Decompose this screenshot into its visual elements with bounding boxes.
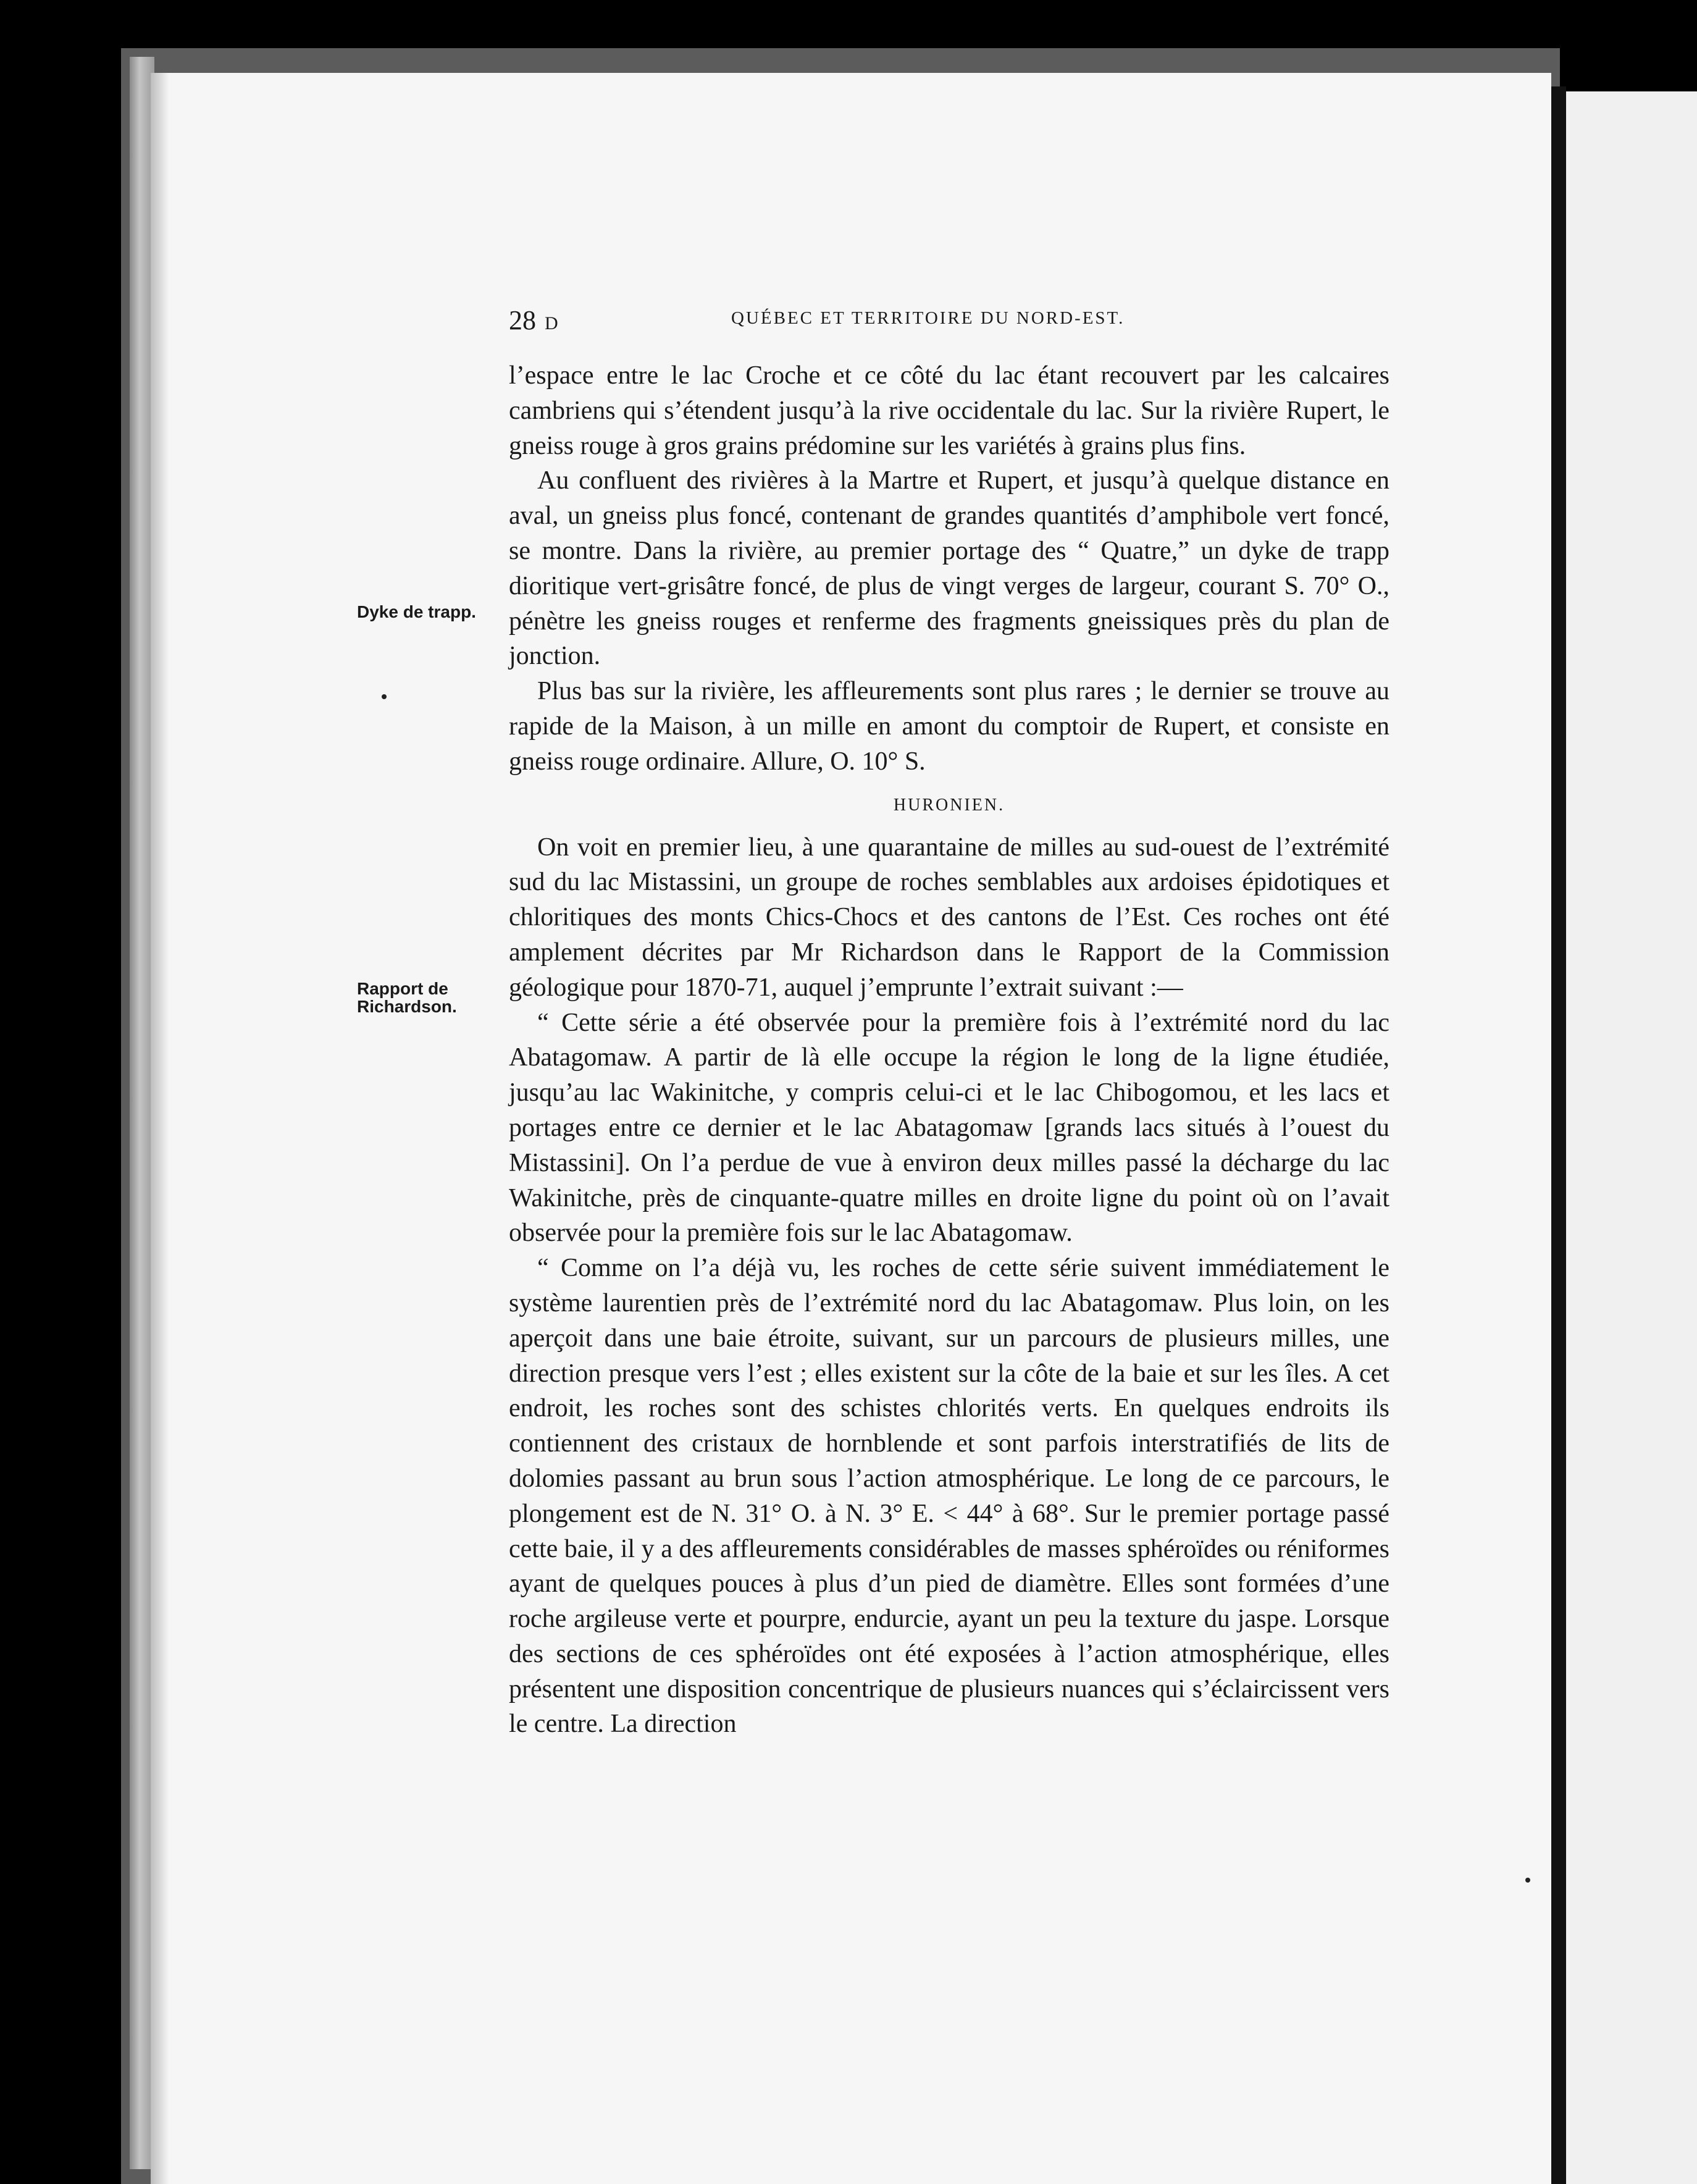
paragraph: On voit en premier lieu, à une quarantaine de milles au sud-ouest de l’extrémité sud du lac Mistassini, un groupe de roches semblables aux ardoises épidotiques et chloritiques des monts Chics-Chocs et des cantons de l’Est. Ces roches ont été amplement décrites par Mr Richardson dans le Rapport de la Commission géologique pour 1870-71, auquel j’emprunte l’extrait suivant :— (509, 833, 1389, 1002)
paragraph: “ Comme on l’a déjà vu, les roches de cette série suivent immédiatement le système laurentien près de l’extrémité nord du lac Abatagomaw. Plus loin, on les aperçoit dans une baie étroite, suivant, sur un parcours de plusieurs milles, une direction presque vers l’est ; elles existent sur la côte de la baie et sur les îles. A cet endroit, les roches sont des schistes chlorités verts. En quelques endroits ils contiennent des cristaux de hornblende et sont parfois interstratifiés de lits de dolomies passant au brun sous l’action atmosphérique. Le long de ce parcours, le plongement est de N. 31° O. à N. 3° E. < 44° à 68°. Sur le premier portage passé cette baie, il y a des affleurements considérables de masses sphéroïdes ou réniformes ayant de quelques pouces à plus d’un pied de diamètre. Elles sont formées d’une roche argileuse verte et pourpre, endurcie, ayant un peu la texture du jaspe. Lorsque des sections de ces sphéroïdes ont été exposées à l’action atmosphérique, elles présentent une disposition concentrique de plusieurs nuances qui s’éclaircissent vers le centre. La direction (509, 1254, 1389, 1739)
book-gutter (1551, 86, 1566, 2184)
paragraph: “ Cette série a été observée pour la première fois à l’extrémité nord du lac Abatagomaw. A partir de là elle occupe la région le long de la ligne étudiée, jusqu’au lac Wakinitche, y compris celui-ci et le lac Chibogomou, et les lacs et portages entre ce dernier et le lac Abatagomaw [grands lacs situés à l’ouest du Mistassini]. On l’a perdue de vue à environ deux milles passé la décharge du lac Wakinitche, près de cinquante-quatre milles en droite ligne du point où on l’avait observée pour la première fois sur le lac Abatagomaw. (509, 1008, 1389, 1248)
scan-speck (382, 694, 387, 699)
sidenote-rapport-richardson: Rapport de Richardson. (357, 979, 457, 1016)
scan-speck (1525, 1878, 1530, 1883)
sidenote-dyke-de-trapp: Dyke de trapp. (357, 602, 476, 621)
page-number (509, 304, 558, 336)
page-header (509, 304, 1389, 335)
folio-number: 28 (509, 305, 536, 335)
paragraph: l’espace entre le lac Croche et ce côté du lac étant recouvert par les calcaires cambriens qui s’étendent jusqu’à la rive occidentale du lac. Sur la rivière Rupert, le gneiss rouge à gros grains prédomine sur les variétés à grains plus fins. (509, 361, 1389, 460)
facing-page-edge (1566, 91, 1697, 2184)
paragraph: Au confluent des rivières à la Martre et Rupert, et jusqu’à quelque distance en aval, un gneiss plus foncé, contenant de grandes quantités d’amphibole vert foncé, se montre. Dans la rivière, au premier portage des “ Quatre,” un dyke de trapp dioritique vert-grisâtre foncé, de plus de vingt verges de largeur, courant S. 70° O., pénètre les gneiss rouges et renferme des fragments gneissiques près du plan de jonction. (509, 466, 1389, 671)
section-heading: HURONIEN. (893, 795, 1005, 815)
body-text (509, 358, 1389, 1742)
folio-suffix: D (545, 313, 558, 334)
running-title: QUÉBEC ET TERRITOIRE DU NORD-EST. (731, 308, 1125, 328)
paragraph: Plus bas sur la rivière, les affleurements sont plus rares ; le dernier se trouve au rapide de la Maison, à un mille en amont du comptoir de Rupert, et consiste en gneiss rouge ordinaire. Allure, O. 10° S. (509, 677, 1389, 776)
